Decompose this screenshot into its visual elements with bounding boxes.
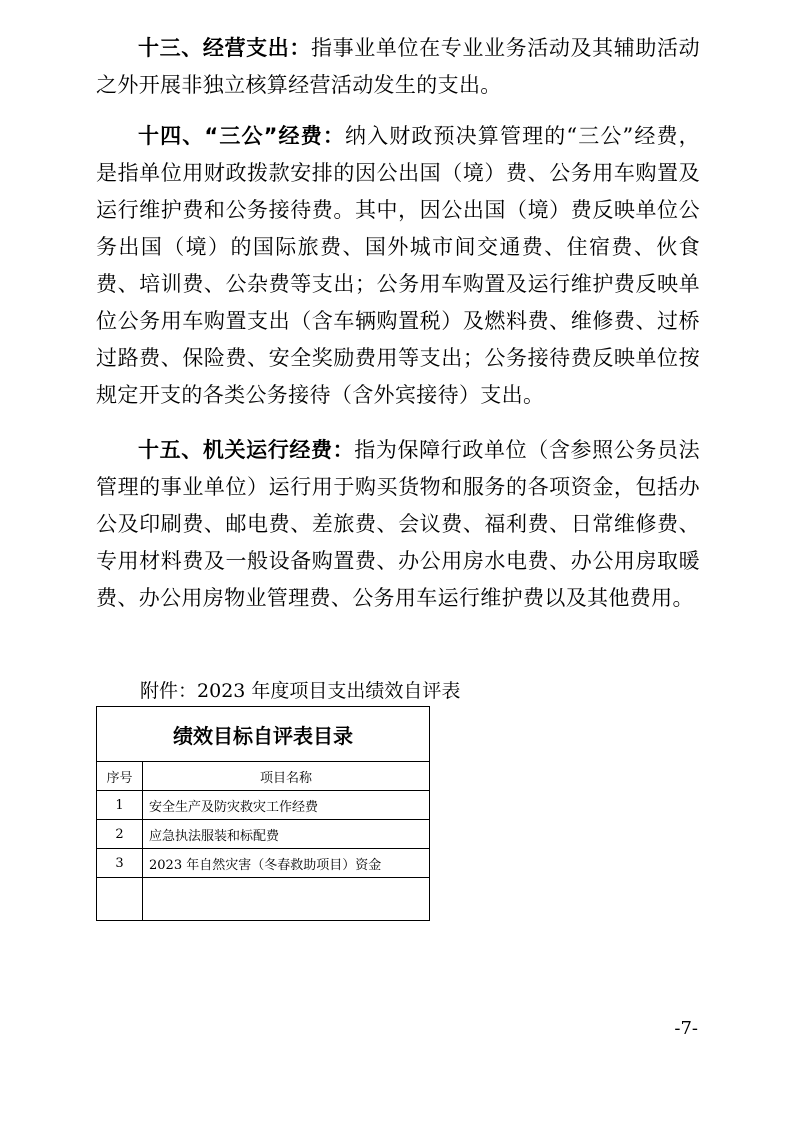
paragraph-separator: ：	[289, 36, 311, 60]
paragraph-separator: ：	[332, 438, 355, 462]
table-title: 绩效目标自评表目录	[97, 707, 430, 762]
empty-cell	[143, 878, 430, 921]
paragraph-text: 纳入财政预决算管理的“三公”经费，是指单位用财政拨款安排的因公出国（境）费、公务用车购置及运行维护费和公务接待费。其中，因公出国（境）费反映单位公务出国（境）的国际旅费、国外城市间交通费、住宿费、伙食费、培训费、公杂费等支出；公务用车购置及运行维护费反映单位公务用车购置支出（含车辆购置税）及燃料费、维修费、过桥过路费、保险费、安全奖励费用等支出；公务接待费反映单位按规定开支的各类公务接待（含外宾接待）支出。	[96, 124, 700, 407]
row-project-name: 安全生产及防灾救灾工作经费	[143, 791, 430, 820]
row-project-name: 2023 年自然灾害（冬春救助项目）资金	[143, 849, 430, 878]
paragraph-three-public-expenses	[96, 118, 700, 414]
row-index: 2	[97, 820, 143, 849]
paragraph-agency-operating-expenses	[96, 432, 700, 617]
table-title-row	[97, 707, 430, 762]
paragraph-term: 十四、“三公”经费	[138, 124, 323, 148]
page-number: -7-	[674, 1018, 698, 1039]
attachment-line	[140, 676, 460, 706]
paragraph-operating-expenditure	[96, 30, 700, 104]
table-row	[97, 849, 430, 878]
table-row	[97, 791, 430, 820]
paragraph-separator: ：	[322, 124, 345, 148]
row-index: 3	[97, 849, 143, 878]
row-index: 1	[97, 791, 143, 820]
column-header-index: 序号	[97, 762, 143, 791]
attachment-title: 2023 年度项目支出绩效自评表	[197, 680, 461, 702]
attachment-label: 附件：	[140, 680, 198, 702]
table-row	[97, 820, 430, 849]
paragraph-term: 十五、机关运行经费	[138, 438, 333, 462]
table-header-row	[97, 762, 430, 791]
paragraph-text: 指为保障行政单位（含参照公务员法管理的事业单位）运行用于购买货物和服务的各项资金，包括办公及印刷费、邮电费、差旅费、会议费、福利费、日常维修费、专用材料费及一般设备购置费、办公用房水电费、办公用房取暖费、办公用房物业管理费、公务用车运行维护费以及其他费用。	[96, 438, 700, 610]
paragraph-term: 十三、经营支出	[138, 36, 290, 60]
empty-cell	[97, 878, 143, 921]
table-empty-row	[97, 878, 430, 921]
performance-index-table	[96, 706, 430, 921]
column-header-project-name: 项目名称	[143, 762, 430, 791]
row-project-name: 应急执法服装和标配费	[143, 820, 430, 849]
paragraph-text: 指事业单位在专业业务活动及其辅助活动之外开展非独立核算经营活动发生的支出。	[96, 36, 700, 97]
